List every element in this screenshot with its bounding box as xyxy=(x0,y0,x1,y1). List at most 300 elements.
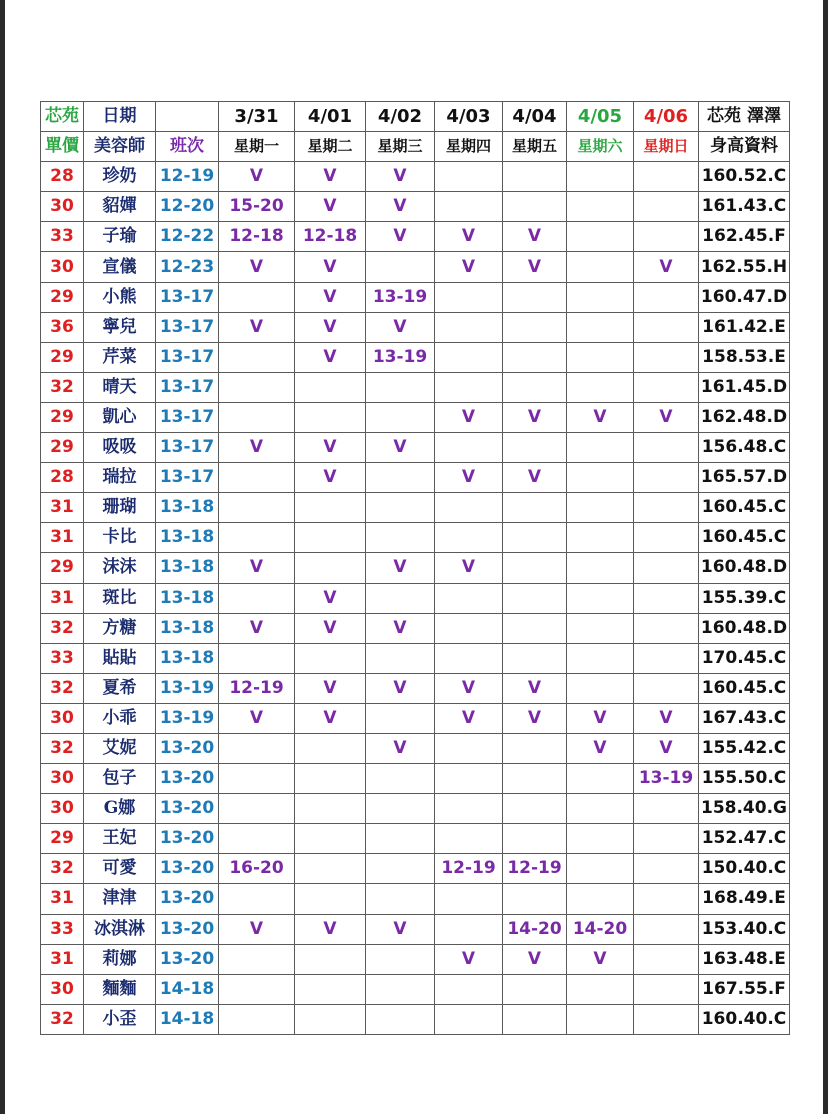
shift-cell: 13-17 xyxy=(156,312,219,342)
day-cell-0: V xyxy=(219,252,295,282)
day-cell-5 xyxy=(567,613,634,643)
day-cell-0 xyxy=(219,1004,295,1034)
shift-cell: 12-20 xyxy=(156,192,219,222)
stylist-name-cell: 夏希 xyxy=(84,673,156,703)
day-cell-4: V xyxy=(503,402,567,432)
shift-cell: 13-20 xyxy=(156,764,219,794)
day-cell-1 xyxy=(295,1004,366,1034)
day-cell-4 xyxy=(503,372,567,402)
day-cell-2 xyxy=(366,463,435,493)
day-cell-1 xyxy=(295,402,366,432)
stylist-name-cell: 冰淇淋 xyxy=(84,914,156,944)
day-cell-4 xyxy=(503,553,567,583)
day-cell-6: V xyxy=(634,703,699,733)
day-cell-6 xyxy=(634,673,699,703)
stylist-name-cell: 方糖 xyxy=(84,613,156,643)
table-row xyxy=(41,703,790,733)
stylist-name-cell: 芹菜 xyxy=(84,342,156,372)
day-cell-0 xyxy=(219,342,295,372)
day-cell-3 xyxy=(435,914,503,944)
price-cell: 30 xyxy=(41,252,84,282)
shift-cell: 13-20 xyxy=(156,884,219,914)
day-cell-1: V xyxy=(295,583,366,613)
day-cell-1 xyxy=(295,794,366,824)
day-cell-1 xyxy=(295,493,366,523)
day-cell-0: 12-18 xyxy=(219,222,295,252)
shift-cell: 13-17 xyxy=(156,463,219,493)
table-row xyxy=(41,493,790,523)
day-cell-1 xyxy=(295,884,366,914)
table-row xyxy=(41,162,790,192)
day-cell-1: V xyxy=(295,342,366,372)
height-cell: 160.52.C xyxy=(699,162,790,192)
shift-cell: 13-17 xyxy=(156,433,219,463)
day-cell-3: V xyxy=(435,252,503,282)
day-cell-2 xyxy=(366,764,435,794)
day-cell-6 xyxy=(634,974,699,1004)
day-cell-2 xyxy=(366,372,435,402)
day-cell-3 xyxy=(435,493,503,523)
day-cell-0 xyxy=(219,794,295,824)
shift-cell: 14-18 xyxy=(156,974,219,1004)
day-cell-1 xyxy=(295,764,366,794)
day-cell-5 xyxy=(567,523,634,553)
day-cell-3 xyxy=(435,884,503,914)
day-cell-2: V xyxy=(366,733,435,763)
table-row xyxy=(41,523,790,553)
day-cell-0 xyxy=(219,824,295,854)
day-cell-3 xyxy=(435,824,503,854)
day-cell-4 xyxy=(503,764,567,794)
price-cell: 32 xyxy=(41,613,84,643)
day-cell-2 xyxy=(366,884,435,914)
day-cell-4 xyxy=(503,974,567,1004)
stylist-name-cell: 可愛 xyxy=(84,854,156,884)
table-row xyxy=(41,613,790,643)
day-cell-1 xyxy=(295,974,366,1004)
table-row xyxy=(41,222,790,252)
weekday-header-2: 星期三 xyxy=(366,132,435,162)
day-cell-5: V xyxy=(567,944,634,974)
day-cell-5: 14-20 xyxy=(567,914,634,944)
day-cell-4 xyxy=(503,433,567,463)
day-cell-2: 13-19 xyxy=(366,342,435,372)
day-cell-1 xyxy=(295,733,366,763)
table-row xyxy=(41,553,790,583)
shift-cell: 12-22 xyxy=(156,222,219,252)
day-cell-3 xyxy=(435,342,503,372)
day-cell-4 xyxy=(503,613,567,643)
day-cell-6 xyxy=(634,342,699,372)
stylist-name-cell: 卡比 xyxy=(84,523,156,553)
day-cell-1 xyxy=(295,854,366,884)
date-header-2: 4/02 xyxy=(366,102,435,132)
day-cell-0 xyxy=(219,402,295,432)
day-cell-5 xyxy=(567,463,634,493)
shift-cell: 13-18 xyxy=(156,553,219,583)
date-header-1: 4/01 xyxy=(295,102,366,132)
day-cell-5 xyxy=(567,794,634,824)
day-cell-3: V xyxy=(435,463,503,493)
day-cell-2 xyxy=(366,703,435,733)
price-cell: 33 xyxy=(41,643,84,673)
day-cell-1: V xyxy=(295,192,366,222)
table-row xyxy=(41,402,790,432)
price-cell: 31 xyxy=(41,583,84,613)
day-cell-4 xyxy=(503,192,567,222)
table-row xyxy=(41,944,790,974)
day-cell-2 xyxy=(366,402,435,432)
height-cell: 155.50.C xyxy=(699,764,790,794)
height-cell: 167.55.F xyxy=(699,974,790,1004)
day-cell-1 xyxy=(295,553,366,583)
day-cell-4 xyxy=(503,794,567,824)
day-cell-5 xyxy=(567,1004,634,1034)
day-cell-0: V xyxy=(219,433,295,463)
height-cell: 161.42.E xyxy=(699,312,790,342)
shift-cell: 13-18 xyxy=(156,493,219,523)
day-cell-3: V xyxy=(435,222,503,252)
height-cell: 150.40.C xyxy=(699,854,790,884)
day-cell-0: V xyxy=(219,914,295,944)
day-cell-6 xyxy=(634,282,699,312)
day-cell-1: V xyxy=(295,613,366,643)
day-cell-0 xyxy=(219,643,295,673)
day-cell-0: 15-20 xyxy=(219,192,295,222)
day-cell-4 xyxy=(503,884,567,914)
stylist-label: 美容師 xyxy=(84,132,156,162)
day-cell-3: V xyxy=(435,673,503,703)
height-data-label: 身高資料 xyxy=(699,132,790,162)
day-cell-3: 12-19 xyxy=(435,854,503,884)
weekday-header-5: 星期六 xyxy=(567,132,634,162)
day-cell-6 xyxy=(634,433,699,463)
shift-cell: 13-20 xyxy=(156,794,219,824)
height-cell: 156.48.C xyxy=(699,433,790,463)
day-cell-3: V xyxy=(435,402,503,432)
brand-cell: 芯苑 xyxy=(41,102,84,132)
day-cell-5 xyxy=(567,192,634,222)
day-cell-0: V xyxy=(219,613,295,643)
day-cell-6 xyxy=(634,493,699,523)
day-cell-6 xyxy=(634,643,699,673)
day-cell-6: V xyxy=(634,252,699,282)
shift-cell: 13-18 xyxy=(156,523,219,553)
table-row xyxy=(41,252,790,282)
shift-cell: 13-20 xyxy=(156,944,219,974)
table-row xyxy=(41,643,790,673)
table-row xyxy=(41,282,790,312)
day-cell-0 xyxy=(219,764,295,794)
day-cell-0 xyxy=(219,282,295,312)
price-cell: 32 xyxy=(41,372,84,402)
stylist-name-cell: 包子 xyxy=(84,764,156,794)
day-cell-1: V xyxy=(295,433,366,463)
day-cell-6 xyxy=(634,162,699,192)
day-cell-0: 12-19 xyxy=(219,673,295,703)
day-cell-0 xyxy=(219,493,295,523)
price-cell: 30 xyxy=(41,764,84,794)
stylist-name-cell: 吸吸 xyxy=(84,433,156,463)
shift-cell: 13-18 xyxy=(156,583,219,613)
height-cell: 153.40.C xyxy=(699,914,790,944)
price-cell: 29 xyxy=(41,824,84,854)
table-row xyxy=(41,854,790,884)
height-cell: 162.48.D xyxy=(699,402,790,432)
stylist-name-cell: 宣儀 xyxy=(84,252,156,282)
stylist-name-cell: 寧兒 xyxy=(84,312,156,342)
day-cell-1: V xyxy=(295,703,366,733)
day-cell-0: 16-20 xyxy=(219,854,295,884)
stylist-name-cell: 子瑜 xyxy=(84,222,156,252)
day-cell-5: V xyxy=(567,733,634,763)
shift-label: 班次 xyxy=(156,132,219,162)
price-cell: 33 xyxy=(41,914,84,944)
day-cell-2: V xyxy=(366,553,435,583)
day-cell-4: 12-19 xyxy=(503,854,567,884)
day-cell-4 xyxy=(503,282,567,312)
price-cell: 32 xyxy=(41,733,84,763)
shift-cell: 13-20 xyxy=(156,914,219,944)
height-cell: 161.45.D xyxy=(699,372,790,402)
day-cell-5 xyxy=(567,974,634,1004)
day-cell-3 xyxy=(435,794,503,824)
day-cell-1: V xyxy=(295,463,366,493)
header-row-dates xyxy=(41,102,790,132)
shift-cell: 13-17 xyxy=(156,282,219,312)
day-cell-5 xyxy=(567,342,634,372)
day-cell-4: V xyxy=(503,463,567,493)
day-cell-6 xyxy=(634,613,699,643)
date-label: 日期 xyxy=(84,102,156,132)
table-row xyxy=(41,433,790,463)
day-cell-3: V xyxy=(435,944,503,974)
height-cell: 160.45.C xyxy=(699,673,790,703)
day-cell-2 xyxy=(366,583,435,613)
height-cell: 163.48.E xyxy=(699,944,790,974)
stylist-name-cell: 沫沫 xyxy=(84,553,156,583)
day-cell-3 xyxy=(435,372,503,402)
day-cell-3 xyxy=(435,733,503,763)
date-header-3: 4/03 xyxy=(435,102,503,132)
stylist-name-cell: 小乖 xyxy=(84,703,156,733)
price-label: 單價 xyxy=(41,132,84,162)
day-cell-5 xyxy=(567,493,634,523)
day-cell-3 xyxy=(435,433,503,463)
shift-cell: 13-18 xyxy=(156,643,219,673)
day-cell-4: V xyxy=(503,944,567,974)
day-cell-0 xyxy=(219,583,295,613)
price-cell: 32 xyxy=(41,1004,84,1034)
table-row xyxy=(41,372,790,402)
height-cell: 155.39.C xyxy=(699,583,790,613)
weekday-header-0: 星期一 xyxy=(219,132,295,162)
price-cell: 29 xyxy=(41,402,84,432)
day-cell-5: V xyxy=(567,703,634,733)
day-cell-5 xyxy=(567,252,634,282)
day-cell-3 xyxy=(435,282,503,312)
day-cell-0 xyxy=(219,523,295,553)
day-cell-4 xyxy=(503,493,567,523)
day-cell-4 xyxy=(503,733,567,763)
price-cell: 29 xyxy=(41,282,84,312)
height-cell: 170.45.C xyxy=(699,643,790,673)
day-cell-4: V xyxy=(503,222,567,252)
stylist-name-cell: 貂嬋 xyxy=(84,192,156,222)
table-row xyxy=(41,884,790,914)
day-cell-2 xyxy=(366,252,435,282)
weekday-header-6: 星期日 xyxy=(634,132,699,162)
day-cell-2: V xyxy=(366,162,435,192)
day-cell-2 xyxy=(366,643,435,673)
table-row xyxy=(41,1004,790,1034)
weekday-header-3: 星期四 xyxy=(435,132,503,162)
height-cell: 158.40.G xyxy=(699,794,790,824)
day-cell-6 xyxy=(634,312,699,342)
day-cell-2 xyxy=(366,493,435,523)
day-cell-6 xyxy=(634,222,699,252)
day-cell-0 xyxy=(219,884,295,914)
day-cell-4 xyxy=(503,342,567,372)
day-cell-6 xyxy=(634,553,699,583)
page-edge-right xyxy=(823,0,828,1114)
stylist-name-cell: 艾妮 xyxy=(84,733,156,763)
shift-cell: 14-18 xyxy=(156,1004,219,1034)
stylist-name-cell: 小熊 xyxy=(84,282,156,312)
day-cell-2: V xyxy=(366,192,435,222)
day-cell-0 xyxy=(219,944,295,974)
day-cell-3: V xyxy=(435,703,503,733)
right-title: 芯苑 澤澤 xyxy=(699,102,790,132)
day-cell-0: V xyxy=(219,162,295,192)
page-edge-left xyxy=(0,0,5,1114)
shift-cell: 12-19 xyxy=(156,162,219,192)
day-cell-0: V xyxy=(219,553,295,583)
stylist-name-cell: 王妃 xyxy=(84,824,156,854)
table-row xyxy=(41,914,790,944)
date-header-0: 3/31 xyxy=(219,102,295,132)
day-cell-0 xyxy=(219,974,295,1004)
height-cell: 155.42.C xyxy=(699,733,790,763)
table-row xyxy=(41,974,790,1004)
height-cell: 162.45.F xyxy=(699,222,790,252)
day-cell-2: V xyxy=(366,613,435,643)
day-cell-2 xyxy=(366,523,435,553)
day-cell-5 xyxy=(567,162,634,192)
table-row xyxy=(41,463,790,493)
day-cell-4: V xyxy=(503,252,567,282)
day-cell-6 xyxy=(634,583,699,613)
shift-cell: 13-19 xyxy=(156,703,219,733)
day-cell-1 xyxy=(295,643,366,673)
day-cell-5 xyxy=(567,884,634,914)
day-cell-5 xyxy=(567,583,634,613)
day-cell-6 xyxy=(634,463,699,493)
day-cell-1: 12-18 xyxy=(295,222,366,252)
day-cell-6 xyxy=(634,824,699,854)
height-cell: 160.48.D xyxy=(699,613,790,643)
shift-cell: 12-23 xyxy=(156,252,219,282)
day-cell-6 xyxy=(634,523,699,553)
day-cell-3: V xyxy=(435,553,503,583)
day-cell-5 xyxy=(567,553,634,583)
day-cell-4 xyxy=(503,583,567,613)
weekday-header-1: 星期二 xyxy=(295,132,366,162)
table-row xyxy=(41,583,790,613)
date-header-5: 4/05 xyxy=(567,102,634,132)
header-blank-cell xyxy=(156,102,219,132)
schedule-body xyxy=(41,102,790,1035)
height-cell: 160.47.D xyxy=(699,282,790,312)
day-cell-3 xyxy=(435,974,503,1004)
price-cell: 28 xyxy=(41,463,84,493)
day-cell-2 xyxy=(366,824,435,854)
day-cell-1: V xyxy=(295,162,366,192)
day-cell-0 xyxy=(219,372,295,402)
day-cell-2: V xyxy=(366,222,435,252)
day-cell-1: V xyxy=(295,282,366,312)
day-cell-6 xyxy=(634,372,699,402)
day-cell-3 xyxy=(435,613,503,643)
stylist-name-cell: 瑞拉 xyxy=(84,463,156,493)
day-cell-2 xyxy=(366,974,435,1004)
day-cell-4 xyxy=(503,523,567,553)
height-cell: 160.45.C xyxy=(699,523,790,553)
day-cell-1: V xyxy=(295,312,366,342)
day-cell-2: 13-19 xyxy=(366,282,435,312)
shift-cell: 13-18 xyxy=(156,613,219,643)
table-row xyxy=(41,673,790,703)
day-cell-6 xyxy=(634,1004,699,1034)
day-cell-2 xyxy=(366,1004,435,1034)
height-cell: 161.43.C xyxy=(699,192,790,222)
day-cell-2 xyxy=(366,854,435,884)
stylist-name-cell: 麵麵 xyxy=(84,974,156,1004)
price-cell: 36 xyxy=(41,312,84,342)
day-cell-5 xyxy=(567,673,634,703)
price-cell: 31 xyxy=(41,493,84,523)
price-cell: 32 xyxy=(41,673,84,703)
day-cell-6: 13-19 xyxy=(634,764,699,794)
shift-cell: 13-20 xyxy=(156,854,219,884)
date-header-4: 4/04 xyxy=(503,102,567,132)
height-cell: 162.55.H xyxy=(699,252,790,282)
day-cell-1: V xyxy=(295,673,366,703)
day-cell-5 xyxy=(567,854,634,884)
table-row xyxy=(41,342,790,372)
day-cell-0 xyxy=(219,733,295,763)
day-cell-2: V xyxy=(366,312,435,342)
day-cell-1 xyxy=(295,523,366,553)
height-cell: 168.49.E xyxy=(699,884,790,914)
shift-cell: 13-17 xyxy=(156,342,219,372)
day-cell-2 xyxy=(366,944,435,974)
day-cell-4: V xyxy=(503,703,567,733)
shift-cell: 13-17 xyxy=(156,372,219,402)
table-row xyxy=(41,764,790,794)
date-header-6: 4/06 xyxy=(634,102,699,132)
day-cell-2: V xyxy=(366,433,435,463)
stylist-name-cell: 小歪 xyxy=(84,1004,156,1034)
stylist-name-cell: 斑比 xyxy=(84,583,156,613)
stylist-name-cell: 珊瑚 xyxy=(84,493,156,523)
day-cell-3 xyxy=(435,764,503,794)
height-cell: 160.48.D xyxy=(699,553,790,583)
day-cell-0: V xyxy=(219,312,295,342)
price-cell: 31 xyxy=(41,523,84,553)
height-cell: 158.53.E xyxy=(699,342,790,372)
price-cell: 32 xyxy=(41,854,84,884)
